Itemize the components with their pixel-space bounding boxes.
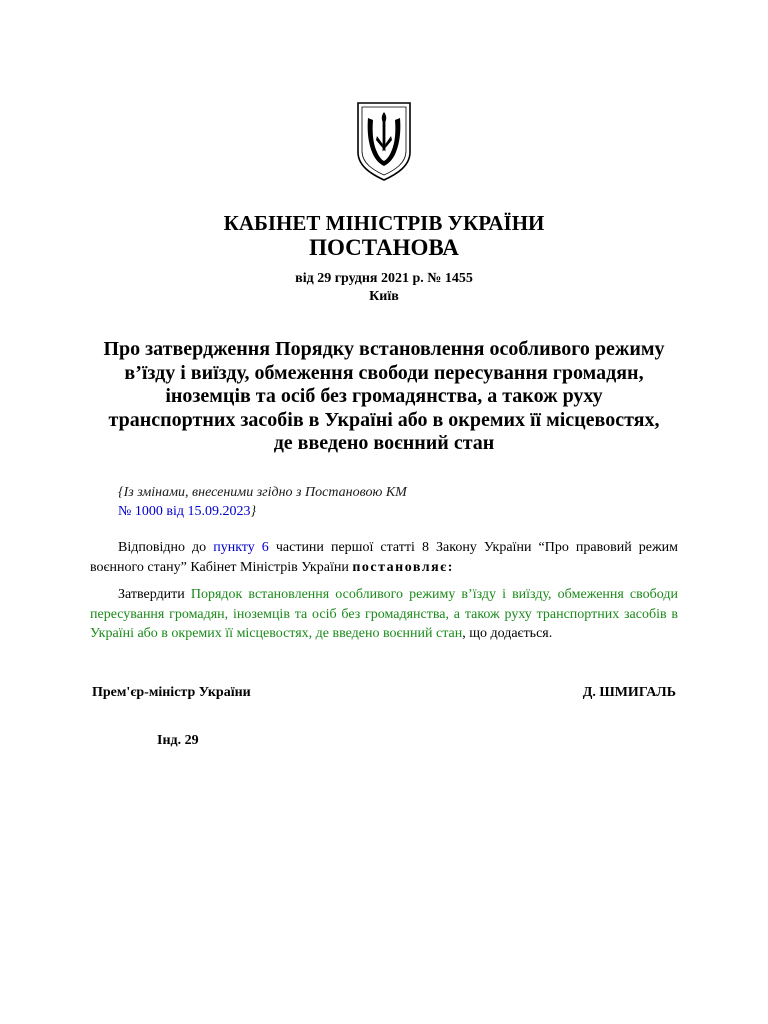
- paragraph-approve: [90, 585, 678, 644]
- paragraph1-after: частини першої статті 8 Закону України “Про правовий режим воєнного стану” Кабінет Міністрів України: [90, 540, 678, 575]
- signer-position: Прем'єр-міністр України: [92, 685, 251, 700]
- resolves-word: постановляє:: [352, 559, 454, 575]
- procedure-link[interactable]: Порядок встановлення особливого режиму в’їзду і виїзду, обмеження свободи пересування громадян, іноземців та осіб без громадянства, а також руху транспортних засобів в Україні або в окремих її місцевостях, де введено воєнний стан: [90, 587, 678, 641]
- tryzub-coat-of-arms-icon: [355, 100, 413, 182]
- document-type-heading: ПОСТАНОВА: [309, 235, 459, 260]
- document-title: Про затвердження Порядку встановлення особливого режиму в’їзду і виїзду, обмеження свободи пересування громадян, іноземців та осіб без громадянства, а також руху транспортних засобів в Україні або в окремих її місцевостях, де введено воєнний стан: [103, 338, 665, 454]
- amendment-link[interactable]: № 1000 від 15.09.2023: [118, 504, 251, 519]
- paragraph2-after: , що додається.: [462, 626, 553, 641]
- paragraph1-before: Відповідно до: [118, 540, 214, 555]
- amendment-suffix: }: [250, 504, 257, 519]
- paragraph-legal-basis: [90, 538, 678, 577]
- index-number: Інд. 29: [157, 733, 199, 748]
- amendment-note: [118, 483, 518, 521]
- date-number-line: від 29 грудня 2021 р. № 1455: [295, 271, 473, 286]
- paragraph2-before: Затвердити: [118, 587, 191, 602]
- paragraph1-link[interactable]: пункту 6: [213, 540, 269, 555]
- institution-heading: КАБІНЕТ МІНІСТРІВ УКРАЇНИ: [223, 211, 545, 235]
- signer-name: Д. ШМИГАЛЬ: [582, 685, 676, 700]
- amendment-prefix: {Із змінами, внесеними згідно з Постановою КМ: [118, 485, 407, 500]
- city-line: Київ: [369, 289, 399, 304]
